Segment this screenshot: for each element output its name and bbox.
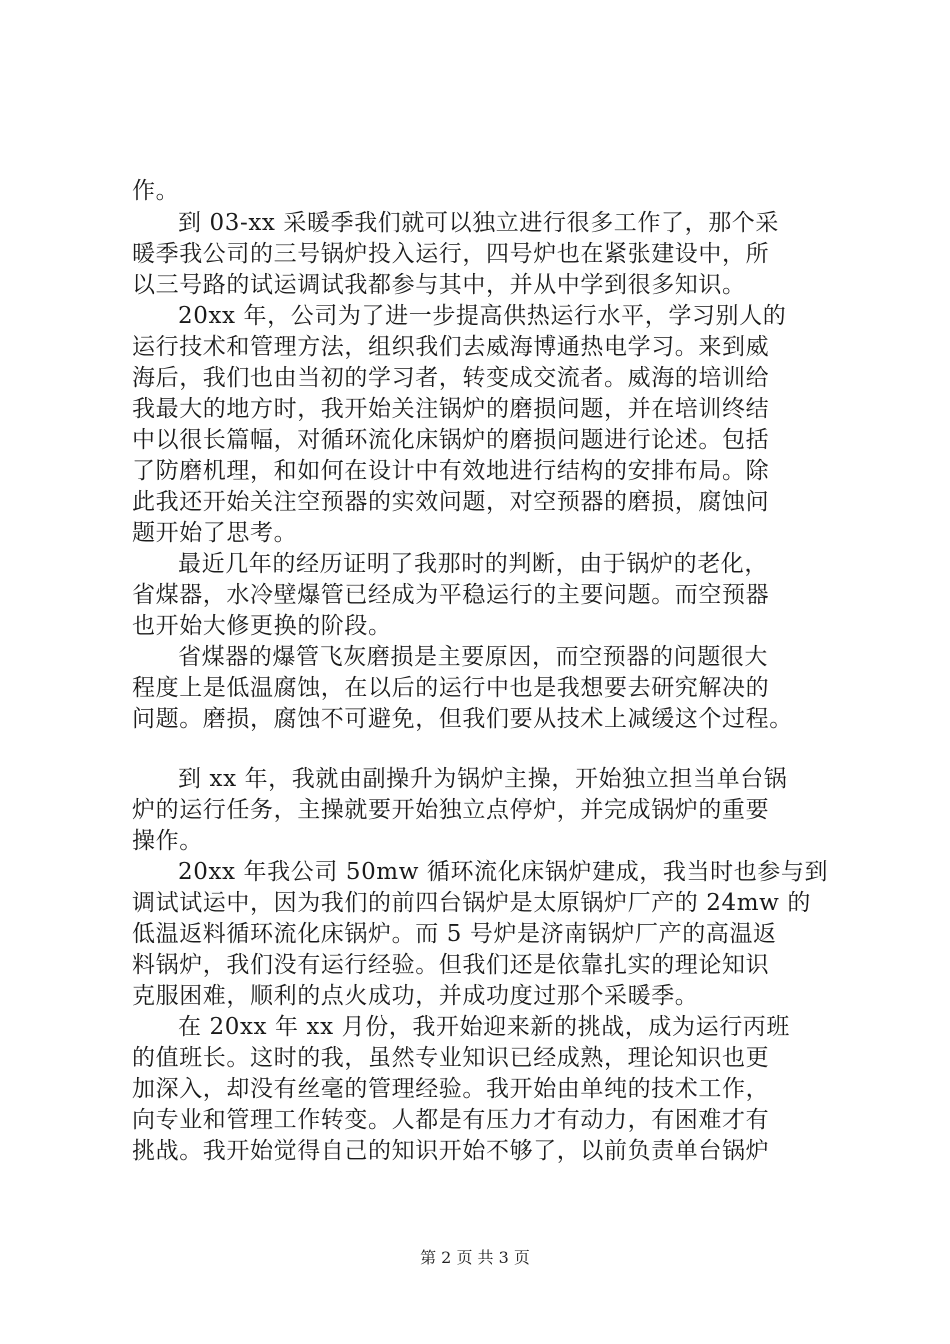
text-line: 作。 [132, 178, 180, 204]
text-line: 到 xx 年，我就由副操升为锅炉主操，开始独立担当单台锅 [178, 766, 788, 792]
text-line: 也开始大修更换的阶段。 [132, 613, 392, 639]
text-line: 省煤器，水冷壁爆管已经成为平稳运行的主要问题。而空预器 [132, 582, 770, 608]
text-line: 操作。 [132, 828, 203, 854]
text-line: 省煤器的爆管飞灰磨损是主要原因，而空预器的问题很大 [178, 644, 768, 670]
text-line: 以三号路的试运调试我都参与其中，并从中学到很多知识。 [132, 272, 746, 298]
text-line: 的值班长。这时的我，虽然专业知识已经成熟，理论知识也更 [132, 1045, 770, 1071]
text-line: 在 20xx 年 xx 月份，我开始迎来新的挑战，成为运行丙班 [178, 1014, 790, 1040]
text-line: 20xx 年我公司 50mw 循环流化床锅炉建成，我当时也参与到 [178, 859, 829, 885]
text-line: 到 03-xx 采暖季我们就可以独立进行很多工作了，那个采 [178, 210, 780, 236]
text-line: 低温返料循环流化床锅炉。而 5 号炉是济南锅炉厂产的高温返 [132, 921, 777, 947]
text-line: 题开始了思考。 [132, 520, 298, 546]
text-line: 炉的运行任务，主操就要开始独立点停炉，并完成锅炉的重要 [132, 797, 770, 823]
text-line: 20xx 年，公司为了进一步提高供热运行水平，学习别人的 [178, 303, 787, 329]
text-line: 向专业和管理工作转变。人都是有压力才有动力，有困难才有 [132, 1107, 770, 1133]
text-line: 中以很长篇幅，对循环流化床锅炉的磨损问题进行论述。包括 [132, 427, 770, 453]
text-line: 我最大的地方时，我开始关注锅炉的磨损问题，并在培训终结 [132, 396, 770, 422]
text-line: 最近几年的经历证明了我那时的判断，由于锅炉的老化， [178, 551, 768, 577]
text-line: 程度上是低温腐蚀，在以后的运行中也是我想要去研究解决的 [132, 675, 770, 701]
text-line: 了防磨机理，和如何在设计中有效地进行结构的安排布局。除 [132, 458, 770, 484]
text-line: 挑战。我开始觉得自己的知识开始不够了，以前负责单台锅炉 [132, 1138, 770, 1164]
text-line: 此我还开始关注空预器的实效问题，对空预器的磨损，腐蚀问 [132, 489, 770, 515]
text-line: 海后，我们也由当初的学习者，转变成交流者。威海的培训给 [132, 365, 770, 391]
text-line: 加深入，却没有丝毫的管理经验。我开始由单纯的技术工作， [132, 1076, 770, 1102]
text-line: 料锅炉，我们没有运行经验。但我们还是依靠扎实的理论知识 [132, 952, 770, 978]
text-line: 调试试运中，因为我们的前四台锅炉是太原锅炉厂产的 24mw 的 [132, 890, 811, 916]
text-line: 克服困难，顺利的点火成功，并成功度过那个采暖季。 [132, 983, 699, 1009]
text-line: 运行技术和管理方法，组织我们去威海博通热电学习。来到威 [132, 334, 770, 360]
text-line: 暖季我公司的三号锅炉投入运行，四号炉也在紧张建设中，所 [132, 241, 770, 267]
text-line: 问题。磨损，腐蚀不可避免，但我们要从技术上减缓这个过程。 [132, 706, 793, 732]
page-number-footer: 第 2 页 共 3 页 [420, 1248, 530, 1267]
